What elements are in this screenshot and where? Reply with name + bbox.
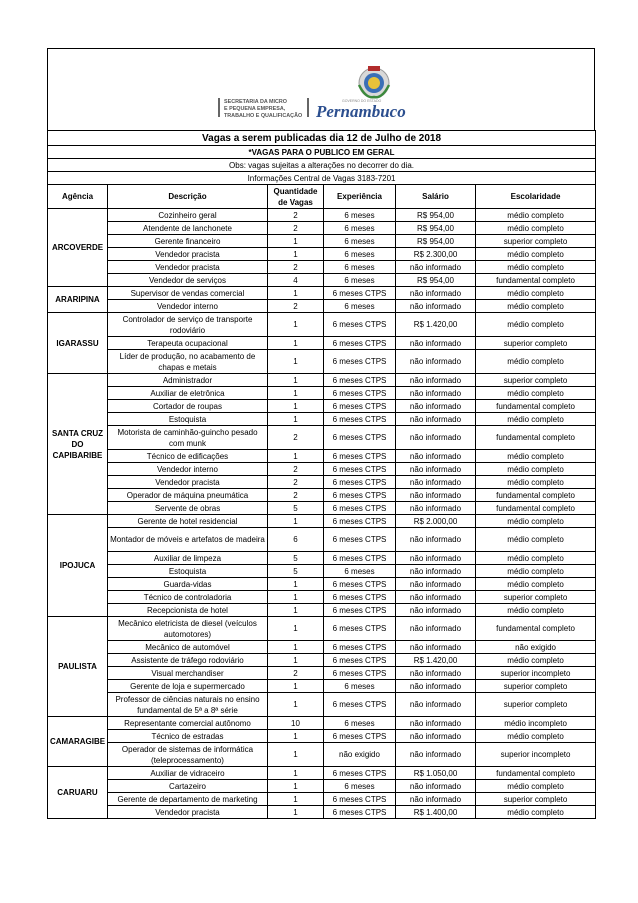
table-row <box>48 793 596 806</box>
experience: 6 meses <box>324 680 396 693</box>
job-description: Administrador <box>108 374 268 387</box>
job-description: Recepcionista de hotel <box>108 604 268 617</box>
education: médio completo <box>476 463 596 476</box>
education: médio completo <box>476 654 596 667</box>
job-description: Líder de produção, no acabamento de chapas e metais <box>108 350 268 374</box>
salary: não informado <box>396 463 476 476</box>
vacancy-count: 2 <box>268 222 324 235</box>
job-description: Terapeuta ocupacional <box>108 337 268 350</box>
vacancy-count: 2 <box>268 476 324 489</box>
experience: 6 meses <box>324 274 396 287</box>
education: médio completo <box>476 222 596 235</box>
svg-text:TRABALHO E QUALIFICAÇÃO: TRABALHO E QUALIFICAÇÃO <box>224 113 303 119</box>
vacancy-count: 6 <box>268 528 324 552</box>
table-row <box>48 374 596 387</box>
education: médio incompleto <box>476 717 596 730</box>
education: médio completo <box>476 565 596 578</box>
vacancy-count: 1 <box>268 337 324 350</box>
education: superior completo <box>476 680 596 693</box>
education: fundamental completo <box>476 767 596 780</box>
salary: não informado <box>396 730 476 743</box>
salary: não informado <box>396 287 476 300</box>
job-description: Operador de sistemas de informática (teleprocessamento) <box>108 743 268 767</box>
education: fundamental completo <box>476 426 596 450</box>
job-description: Montador de móveis e artefatos de madeira <box>108 528 268 552</box>
table-row <box>48 489 596 502</box>
experience: 6 meses CTPS <box>324 693 396 717</box>
table-row <box>48 667 596 680</box>
col-salario: Salário <box>396 185 476 209</box>
vacancy-count: 1 <box>268 780 324 793</box>
vacancy-count: 1 <box>268 743 324 767</box>
col-escolaridade: Escolaridade <box>476 185 596 209</box>
vacancy-count: 1 <box>268 604 324 617</box>
salary: não informado <box>396 565 476 578</box>
experience: 6 meses CTPS <box>324 578 396 591</box>
table-row <box>48 578 596 591</box>
experience: 6 meses CTPS <box>324 667 396 680</box>
salary: R$ 2.000,00 <box>396 515 476 528</box>
experience: 6 meses <box>324 565 396 578</box>
table-row <box>48 717 596 730</box>
experience: 6 meses <box>324 209 396 222</box>
job-description: Gerente de hotel residencial <box>108 515 268 528</box>
salary: R$ 1.420,00 <box>396 654 476 667</box>
vacancy-count: 1 <box>268 350 324 374</box>
agency-name: SANTA CRUZ DO CAPIBARIBE <box>48 374 108 515</box>
education: superior completo <box>476 374 596 387</box>
svg-text:E PEQUENA EMPRESA,: E PEQUENA EMPRESA, <box>224 106 286 112</box>
vacancy-count: 1 <box>268 591 324 604</box>
experience: 6 meses <box>324 717 396 730</box>
salary: não informado <box>396 413 476 426</box>
job-description: Vendedor pracista <box>108 476 268 489</box>
education: médio completo <box>476 476 596 489</box>
svg-text:SECRETARIA DA MICRO: SECRETARIA DA MICRO <box>224 99 287 105</box>
vacancy-count: 1 <box>268 235 324 248</box>
job-description: Professor de ciências naturais no ensino fundamental de 5ª a 8ª série <box>108 693 268 717</box>
experience: 6 meses CTPS <box>324 528 396 552</box>
experience: 6 meses <box>324 235 396 248</box>
job-description: Auxiliar de limpeza <box>108 552 268 565</box>
agency-name: CAMARAGIBE <box>48 717 108 767</box>
education: superior completo <box>476 693 596 717</box>
education: não exigido <box>476 641 596 654</box>
vacancy-count: 5 <box>268 565 324 578</box>
table-row <box>48 387 596 400</box>
education: médio completo <box>476 604 596 617</box>
government-logo <box>216 65 436 121</box>
vacancy-count: 1 <box>268 806 324 819</box>
education: superior completo <box>476 793 596 806</box>
education: médio completo <box>476 780 596 793</box>
col-agencia: Agência <box>48 185 108 209</box>
col-experiencia: Experiência <box>324 185 396 209</box>
page-title: Vagas a serem publicadas dia 12 de Julho de 2018 <box>48 131 596 146</box>
salary: não informado <box>396 793 476 806</box>
agency-name: PAULISTA <box>48 617 108 717</box>
job-description: Vendedor de serviços <box>108 274 268 287</box>
experience: não exigido <box>324 743 396 767</box>
salary: não informado <box>396 300 476 313</box>
experience: 6 meses CTPS <box>324 387 396 400</box>
salary: não informado <box>396 780 476 793</box>
experience: 6 meses CTPS <box>324 515 396 528</box>
education: médio completo <box>476 515 596 528</box>
salary: não informado <box>396 591 476 604</box>
info-notice: Informações Central de Vagas 3183-7201 <box>48 172 596 185</box>
experience: 6 meses CTPS <box>324 489 396 502</box>
experience: 6 meses CTPS <box>324 413 396 426</box>
education: médio completo <box>476 261 596 274</box>
job-description: Vendedor pracista <box>108 806 268 819</box>
salary: não informado <box>396 374 476 387</box>
education: superior completo <box>476 235 596 248</box>
education: superior incompleto <box>476 743 596 767</box>
education: médio completo <box>476 806 596 819</box>
job-listing-sheet <box>47 48 595 819</box>
table-row <box>48 806 596 819</box>
salary: não informado <box>396 578 476 591</box>
job-description: Visual merchandiser <box>108 667 268 680</box>
experience: 6 meses CTPS <box>324 476 396 489</box>
table-row <box>48 515 596 528</box>
table-row <box>48 261 596 274</box>
table-row <box>48 350 596 374</box>
public-notice: *VAGAS PARA O PUBLICO EM GERAL <box>48 146 596 159</box>
header-logo-area <box>47 48 595 130</box>
job-description: Auxiliar de eletrônica <box>108 387 268 400</box>
agency-name: ARARIPINA <box>48 287 108 313</box>
agency-name: IPOJUCA <box>48 515 108 617</box>
experience: 6 meses CTPS <box>324 591 396 604</box>
experience: 6 meses CTPS <box>324 767 396 780</box>
job-description: Atendente de lanchonete <box>108 222 268 235</box>
job-description: Cartazeiro <box>108 780 268 793</box>
salary: não informado <box>396 717 476 730</box>
vacancy-count: 4 <box>268 274 324 287</box>
col-descricao: Descrição <box>108 185 268 209</box>
job-description: Vendedor pracista <box>108 261 268 274</box>
salary: não informado <box>396 667 476 680</box>
education: médio completo <box>476 350 596 374</box>
secretaria-text <box>218 98 309 119</box>
education: médio completo <box>476 248 596 261</box>
salary: não informado <box>396 528 476 552</box>
job-description: Gerente de departamento de marketing <box>108 793 268 806</box>
experience: 6 meses CTPS <box>324 374 396 387</box>
public-row <box>48 146 596 159</box>
salary: não informado <box>396 641 476 654</box>
experience: 6 meses CTPS <box>324 641 396 654</box>
experience: 6 meses <box>324 780 396 793</box>
experience: 6 meses CTPS <box>324 463 396 476</box>
table-row <box>48 617 596 641</box>
job-description: Supervisor de vendas comercial <box>108 287 268 300</box>
table-row <box>48 565 596 578</box>
table-row <box>48 680 596 693</box>
job-description: Vendedor interno <box>108 300 268 313</box>
salary: não informado <box>396 261 476 274</box>
salary: R$ 954,00 <box>396 222 476 235</box>
agency-name: IGARASSU <box>48 313 108 374</box>
experience: 6 meses <box>324 300 396 313</box>
salary: R$ 1.400,00 <box>396 806 476 819</box>
experience: 6 meses CTPS <box>324 793 396 806</box>
table-row <box>48 528 596 552</box>
job-description: Guarda-vidas <box>108 578 268 591</box>
job-description: Servente de obras <box>108 502 268 515</box>
table-row <box>48 641 596 654</box>
job-description: Técnico de controladoria <box>108 591 268 604</box>
table-row <box>48 274 596 287</box>
education: médio completo <box>476 413 596 426</box>
job-description: Mecânico eletricista de diesel (veículos automotores) <box>108 617 268 641</box>
experience: 6 meses CTPS <box>324 604 396 617</box>
education: fundamental completo <box>476 400 596 413</box>
table-row <box>48 222 596 235</box>
vacancy-count: 2 <box>268 426 324 450</box>
table-row <box>48 300 596 313</box>
education: médio completo <box>476 578 596 591</box>
info-row <box>48 172 596 185</box>
vacancy-count: 2 <box>268 667 324 680</box>
table-row <box>48 235 596 248</box>
table-row <box>48 248 596 261</box>
salary: não informado <box>396 350 476 374</box>
salary: não informado <box>396 604 476 617</box>
salary: não informado <box>396 426 476 450</box>
table-row <box>48 463 596 476</box>
vacancy-count: 1 <box>268 617 324 641</box>
experience: 6 meses CTPS <box>324 617 396 641</box>
vacancy-count: 1 <box>268 400 324 413</box>
vacancy-count: 1 <box>268 654 324 667</box>
vacancy-count: 1 <box>268 287 324 300</box>
education: superior completo <box>476 591 596 604</box>
salary: não informado <box>396 476 476 489</box>
education: médio completo <box>476 387 596 400</box>
salary: não informado <box>396 450 476 463</box>
job-description: Estoquista <box>108 413 268 426</box>
table-row <box>48 591 596 604</box>
experience: 6 meses <box>324 222 396 235</box>
salary: não informado <box>396 617 476 641</box>
vacancy-count: 5 <box>268 502 324 515</box>
table-row <box>48 426 596 450</box>
salary: não informado <box>396 743 476 767</box>
vacancy-count: 1 <box>268 374 324 387</box>
table-row <box>48 413 596 426</box>
experience: 6 meses CTPS <box>324 426 396 450</box>
experience: 6 meses CTPS <box>324 654 396 667</box>
vacancy-count: 1 <box>268 515 324 528</box>
table-row <box>48 450 596 463</box>
job-description: Motorista de caminhão-guincho pesado com munk <box>108 426 268 450</box>
job-description: Operador de máquina pneumática <box>108 489 268 502</box>
job-description: Cortador de roupas <box>108 400 268 413</box>
job-description: Técnico de estradas <box>108 730 268 743</box>
table-row <box>48 209 596 222</box>
education: médio completo <box>476 209 596 222</box>
agency-name: CARUARU <box>48 767 108 819</box>
education: médio completo <box>476 300 596 313</box>
education: fundamental completo <box>476 617 596 641</box>
salary: não informado <box>396 693 476 717</box>
pernambuco-wordmark <box>315 99 406 121</box>
vacancy-count: 2 <box>268 209 324 222</box>
job-description: Cozinheiro geral <box>108 209 268 222</box>
job-description: Mecânico de automóvel <box>108 641 268 654</box>
vacancy-count: 1 <box>268 693 324 717</box>
svg-text:Pernambuco: Pernambuco <box>316 102 406 121</box>
table-row <box>48 654 596 667</box>
obs-notice: Obs: vagas sujeitas a alterações no decorrer do dia. <box>48 159 596 172</box>
vacancy-count: 1 <box>268 578 324 591</box>
education: médio completo <box>476 313 596 337</box>
salary: não informado <box>396 502 476 515</box>
experience: 6 meses CTPS <box>324 806 396 819</box>
experience: 6 meses CTPS <box>324 313 396 337</box>
vacancy-count: 10 <box>268 717 324 730</box>
salary: não informado <box>396 489 476 502</box>
vacancy-count: 2 <box>268 489 324 502</box>
table-row <box>48 313 596 337</box>
vacancy-count: 1 <box>268 767 324 780</box>
education: superior incompleto <box>476 667 596 680</box>
job-description: Estoquista <box>108 565 268 578</box>
vacancy-count: 1 <box>268 680 324 693</box>
vacancy-count: 1 <box>268 313 324 337</box>
obs-row <box>48 159 596 172</box>
vacancy-count: 5 <box>268 552 324 565</box>
education: superior completo <box>476 337 596 350</box>
job-description: Vendedor interno <box>108 463 268 476</box>
experience: 6 meses CTPS <box>324 337 396 350</box>
experience: 6 meses <box>324 248 396 261</box>
vacancy-count: 1 <box>268 248 324 261</box>
education: médio completo <box>476 552 596 565</box>
vacancy-count: 2 <box>268 463 324 476</box>
table-row <box>48 400 596 413</box>
education: médio completo <box>476 450 596 463</box>
job-description: Auxiliar de vidraceiro <box>108 767 268 780</box>
vacancy-count: 1 <box>268 413 324 426</box>
table-row <box>48 743 596 767</box>
vacancy-count: 1 <box>268 730 324 743</box>
salary: não informado <box>396 680 476 693</box>
salary: R$ 1.420,00 <box>396 313 476 337</box>
vacancy-count: 1 <box>268 450 324 463</box>
experience: 6 meses CTPS <box>324 287 396 300</box>
title-row <box>48 131 596 146</box>
vacancies-table <box>47 130 596 819</box>
education: médio completo <box>476 528 596 552</box>
job-description: Gerente financeiro <box>108 235 268 248</box>
col-quantidade: Quantidade de Vagas <box>268 185 324 209</box>
job-description: Técnico de edificações <box>108 450 268 463</box>
experience: 6 meses CTPS <box>324 400 396 413</box>
salary: não informado <box>396 387 476 400</box>
experience: 6 meses <box>324 261 396 274</box>
vacancy-count: 2 <box>268 300 324 313</box>
vacancy-count: 2 <box>268 261 324 274</box>
salary: R$ 1.050,00 <box>396 767 476 780</box>
table-row <box>48 604 596 617</box>
experience: 6 meses CTPS <box>324 350 396 374</box>
table-row <box>48 287 596 300</box>
salary: R$ 954,00 <box>396 235 476 248</box>
experience: 6 meses CTPS <box>324 450 396 463</box>
salary: não informado <box>396 337 476 350</box>
table-row <box>48 730 596 743</box>
experience: 6 meses CTPS <box>324 552 396 565</box>
column-header-row <box>48 185 596 209</box>
experience: 6 meses CTPS <box>324 502 396 515</box>
table-row <box>48 552 596 565</box>
salary: não informado <box>396 552 476 565</box>
salary: R$ 954,00 <box>396 209 476 222</box>
salary: R$ 954,00 <box>396 274 476 287</box>
education: fundamental completo <box>476 502 596 515</box>
coat-of-arms-icon <box>359 66 389 98</box>
vacancy-count: 1 <box>268 387 324 400</box>
svg-text:GOVERNO DO ESTADO: GOVERNO DO ESTADO <box>342 99 382 103</box>
table-row <box>48 337 596 350</box>
job-description: Assistente de tráfego rodoviário <box>108 654 268 667</box>
vacancy-count: 1 <box>268 641 324 654</box>
table-row <box>48 693 596 717</box>
agency-name: ARCOVERDE <box>48 209 108 287</box>
salary: R$ 2.300,00 <box>396 248 476 261</box>
job-description: Gerente de loja e supermercado <box>108 680 268 693</box>
vacancy-count: 1 <box>268 793 324 806</box>
table-row <box>48 502 596 515</box>
salary: não informado <box>396 400 476 413</box>
job-description: Vendedor pracista <box>108 248 268 261</box>
education: médio completo <box>476 730 596 743</box>
table-row <box>48 767 596 780</box>
education: médio completo <box>476 287 596 300</box>
job-description: Representante comercial autônomo <box>108 717 268 730</box>
table-row <box>48 780 596 793</box>
experience: 6 meses CTPS <box>324 730 396 743</box>
job-description: Controlador de serviço de transporte rodoviário <box>108 313 268 337</box>
table-row <box>48 476 596 489</box>
education: fundamental completo <box>476 274 596 287</box>
education: fundamental completo <box>476 489 596 502</box>
